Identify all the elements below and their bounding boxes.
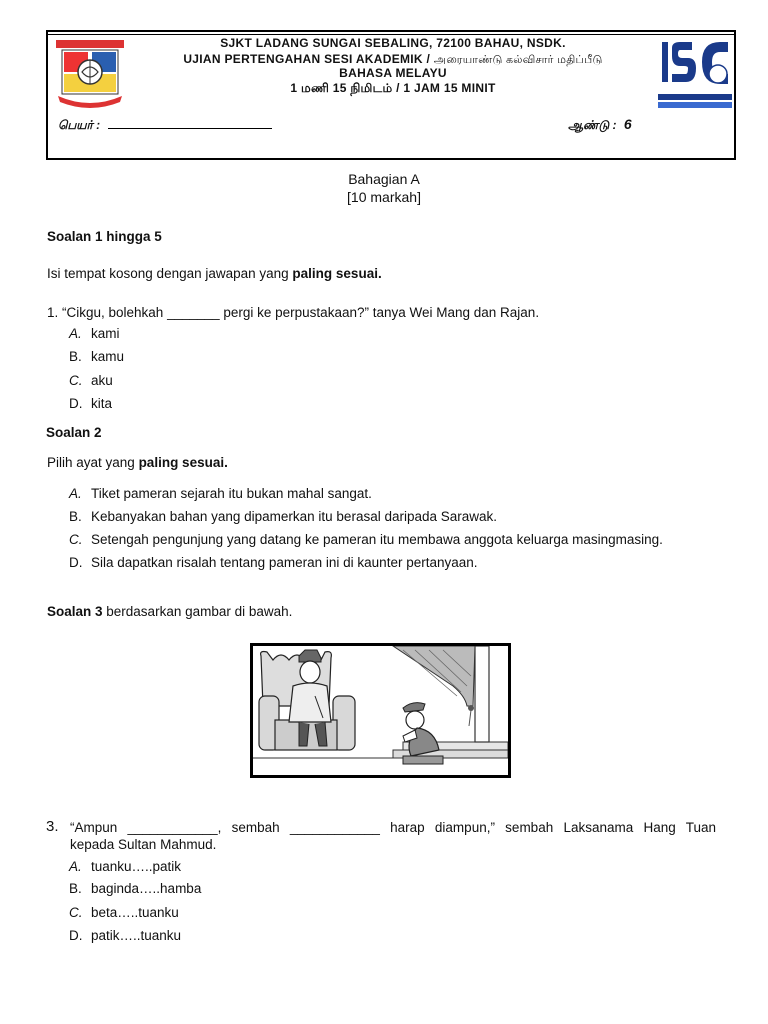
- header-top-rule: [48, 34, 734, 35]
- student-name-field: [58, 116, 272, 134]
- q3-option-a: [69, 859, 181, 874]
- q3-option-d: [69, 928, 181, 943]
- option-letter: B.: [69, 509, 82, 524]
- name-label: பெயர் :: [58, 118, 101, 132]
- q2-option-b: [69, 509, 497, 524]
- heading-text: berdasarkan gambar di bawah.: [102, 604, 293, 619]
- q1-option-c: [69, 373, 113, 388]
- year-value: 6: [623, 116, 632, 132]
- section-title: Bahagian A: [348, 171, 420, 187]
- heading-emphasis: Soalan 3: [47, 604, 103, 619]
- student-year-field: [568, 116, 632, 134]
- sultan-and-laksamana-drawing: [253, 646, 508, 775]
- year-label: ஆண்டு :: [568, 118, 617, 132]
- option-letter: A.: [69, 486, 82, 501]
- question-3-illustration: [250, 643, 511, 778]
- exam-title-malay: UJIAN PERTENGAHAN SESI AKADEMIK /: [183, 52, 431, 66]
- question-2-heading: Soalan 2: [46, 425, 102, 440]
- option-text: Setengah pengunjung yang datang ke pameran itu membawa anggota keluarga masingmasing.: [91, 532, 663, 547]
- option-text: patik…..tuanku: [91, 928, 182, 943]
- question-3-text-line-2: kepada Sultan Mahmud.: [70, 837, 217, 852]
- q3-option-b: [69, 881, 201, 896]
- option-letter: A.: [69, 859, 82, 874]
- option-text: tuanku…..patik: [91, 859, 182, 874]
- option-letter: C.: [69, 373, 83, 388]
- q1-option-d: [69, 396, 112, 411]
- questions-1-5-heading: Soalan 1 hingga 5: [47, 229, 162, 244]
- q2-option-d: [69, 555, 478, 570]
- option-text: baginda…..hamba: [91, 881, 202, 896]
- ministry-logo: [658, 38, 732, 110]
- q1-option-a: [69, 326, 120, 341]
- option-letter: D.: [69, 555, 83, 570]
- option-text: kamu: [91, 349, 125, 364]
- q3-option-c: [69, 905, 179, 920]
- instruction-text: Pilih ayat yang: [47, 455, 139, 470]
- exam-duration: 1 மணி 15 நிமிடம் / 1 JAM 15 MINIT: [290, 81, 496, 95]
- option-letter: B.: [69, 881, 82, 896]
- name-blank-line: [108, 116, 272, 129]
- questions-1-5-instruction: [47, 266, 382, 281]
- instruction-emphasis: paling sesuai.: [292, 266, 382, 281]
- exam-title-tamil: அரையாண்டு கல்விசார் மதிப்பீடு: [433, 54, 603, 66]
- option-letter: C.: [69, 905, 83, 920]
- option-text: kami: [91, 326, 120, 341]
- option-letter: D.: [69, 928, 83, 943]
- question-1-text: 1. “Cikgu, bolehkah _______ pergi ke perpustakaan?” tanya Wei Mang dan Rajan.: [47, 305, 540, 320]
- exam-header: [46, 30, 736, 160]
- option-letter: D.: [69, 396, 83, 411]
- option-letter: A.: [69, 326, 82, 341]
- q2-option-c: [69, 532, 663, 547]
- option-text: Sila dapatkan risalah tentang pameran ini di kaunter pertanyaan.: [91, 555, 478, 570]
- instruction-emphasis: paling sesuai.: [138, 455, 228, 470]
- question-2-instruction: [47, 455, 228, 470]
- option-letter: C.: [69, 532, 83, 547]
- option-text: aku: [91, 373, 113, 388]
- school-crest-logo: [54, 38, 126, 108]
- option-text: Tiket pameran sejarah itu bukan mahal sangat.: [91, 486, 372, 501]
- question-3-text-line-1: “Ampun ____________, sembah ____________ harap diampun,” sembah Laksanama Hang Tuan: [70, 820, 716, 835]
- option-text: beta…..tuanku: [91, 905, 179, 920]
- question-3-heading: [47, 604, 292, 619]
- option-text: Kebanyakan bahan yang dipamerkan itu berasal daripada Sarawak.: [91, 509, 498, 524]
- section-marks: [10 markah]: [347, 189, 421, 205]
- q2-option-a: [69, 486, 372, 501]
- instruction-text: Isi tempat kosong dengan jawapan yang: [47, 266, 293, 281]
- option-letter: B.: [69, 349, 82, 364]
- q1-option-b: [69, 349, 124, 364]
- subject-name: BAHASA MELAYU: [339, 66, 447, 80]
- option-text: kita: [91, 396, 113, 411]
- school-name: SJKT LADANG SUNGAI SEBALING, 72100 BAHAU, NSDK.: [220, 36, 566, 50]
- question-3-number: 3.: [46, 818, 59, 835]
